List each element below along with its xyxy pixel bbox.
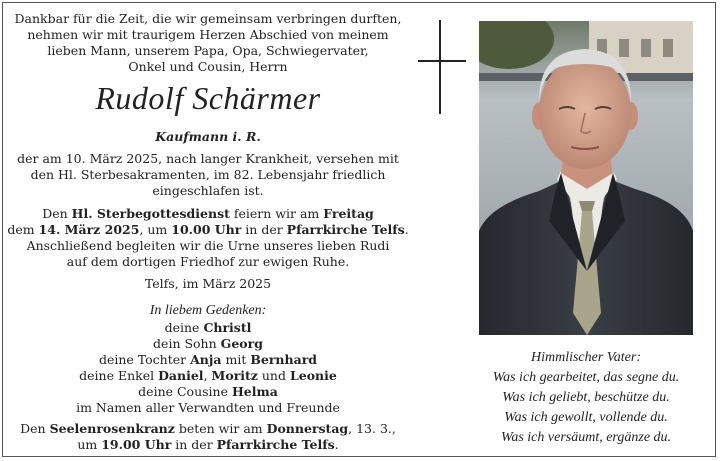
- mourners-list: [6, 320, 410, 416]
- intro-text: Dankbar für die Zeit, die wir gemeinsam verbringen durften, nehmen wir mit traurigem Herzen Abschied von meinem lieben Mann, unserem Papa, Opa, Schwiegervater, Onkel und Cousin, Herrn: [14, 11, 402, 74]
- memory-heading: In liebem Gedenken:: [149, 303, 267, 318]
- portrait-photo: [479, 21, 693, 335]
- mourner-line: dein Sohn Georg: [153, 336, 263, 351]
- mourner-line: deine Tochter Anja mit Bernhard: [98, 352, 318, 367]
- mourner-line: deine Christl: [164, 320, 252, 335]
- cross-icon: [439, 20, 441, 114]
- mourner-line: deine Cousine Helma: [138, 384, 278, 399]
- cross-icon-bar: [418, 60, 466, 62]
- mourner-line: im Namen aller Verwandten und Freunde: [76, 400, 340, 415]
- rosary-info: Den Seelenrosenkranz beten wir am Donnerstag, 13. 3., um 19.00 Uhr in der Pfarrkirche Telfs.: [20, 421, 396, 452]
- death-notice: der am 10. März 2025, nach langer Krankheit, versehen mit den Hl. Sterbesakramenten, im 82. Lebensjahr friedlich eingeschlafen ist.: [17, 151, 399, 198]
- prayer-poem: Himmlischer Vater: Was ich gearbeitet, das segne du. Was ich geliebt, beschütze du. Was ich gewollt, vollende du. Was ich versäumt, ergänze du.: [492, 350, 680, 445]
- mourner-line: deine Enkel Daniel, Moritz und Leonie: [79, 368, 337, 383]
- occupation-title: Kaufmann i. R.: [155, 129, 261, 144]
- place-date: Telfs, im März 2025: [144, 276, 272, 291]
- deceased-name: Rudolf Schärmer: [95, 80, 321, 116]
- funeral-service-info: Den Hl. Sterbegottesdienst feiern wir am Freitag dem 14. März 2025, um 10.00 Uhr in der Pfarrkirche Telfs. Anschließend begleiten wir die Urne unseres lieben Rudi auf dem dortigen Friedhof zur ewigen Ruhe.: [7, 206, 409, 269]
